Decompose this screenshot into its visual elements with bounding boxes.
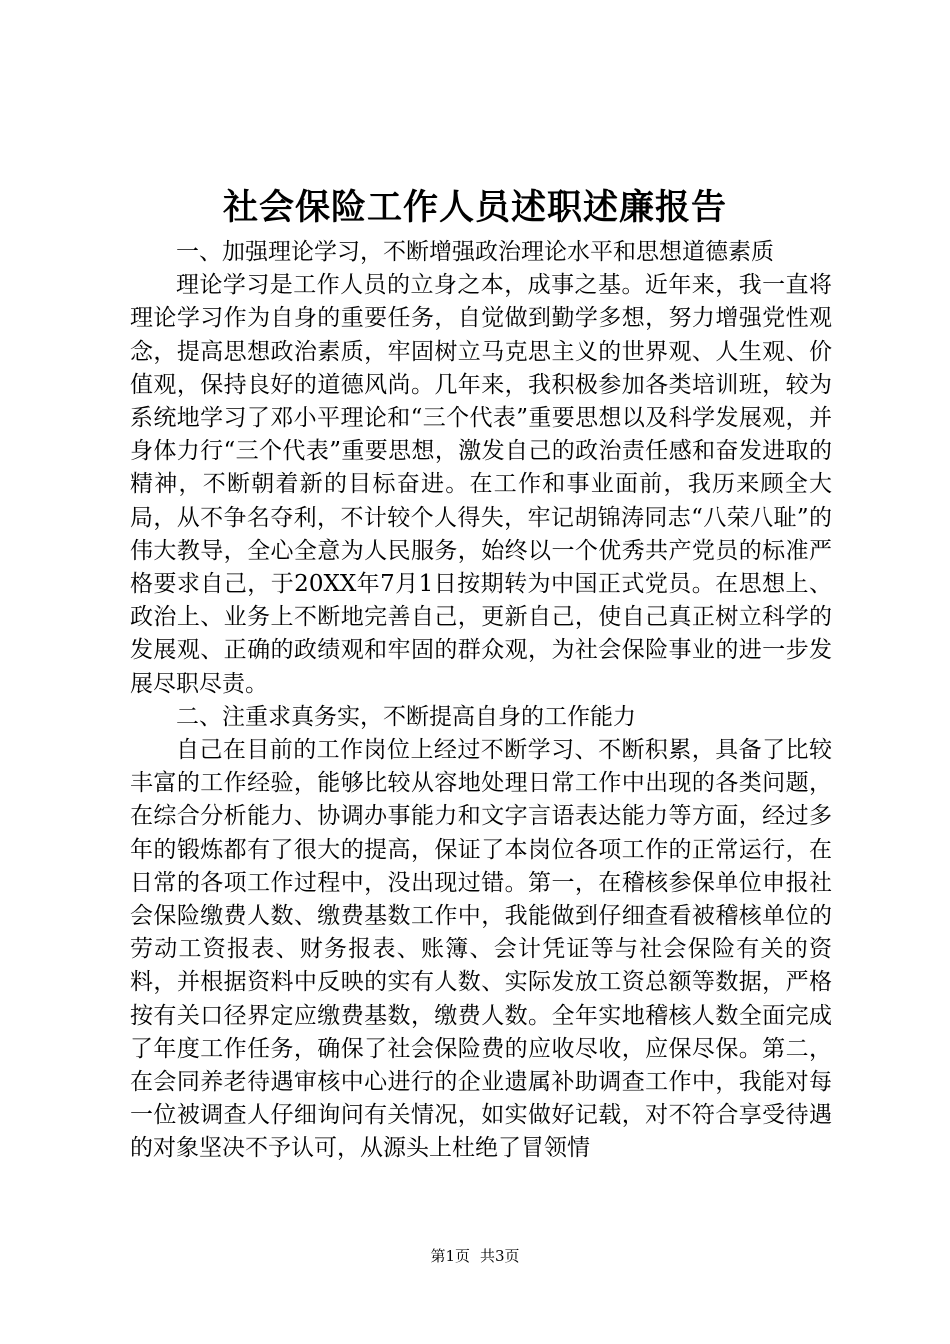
page-number: 第1页 — [430, 1247, 470, 1265]
section-heading-2: 二、注重求真务实，不断提高自身的工作能力 — [176, 703, 636, 730]
section-heading-1: 一、加强理论学习，不断增强政治理论水平和思想道德素质 — [176, 239, 774, 265]
page-total: 共3页 — [480, 1247, 520, 1265]
document-title: 社会保险工作人员述职述廉报告 — [222, 187, 727, 228]
page-footer — [0, 1246, 950, 1266]
body-paragraph-1: 理论学习是工作人员的立身之本，成事之基。近年来，我一直将理论学习作为自身的重要任务，自觉做到勤学多想，努力增强党性观念，提高思想政治素质，牢固树立马克思主义的世界观、人生观、价值观，保持良好的道德风尚。几年来，我积极参加各类培训班，较为系统地学习了邓小平理论和“三个代表”重要思想以及科学发展观，并身体力行“三个代表”重要思想，激发自己的政治责任感和奋发进取的精神，不断朝着新的目标奋进。在工作和事业面前，我历来顾全大局，从不争名夺利，不计较个人得失，牢记胡锦涛同志“八荣八耻”的伟大教导，全心全意为人民服务，始终以一个优秀共产党员的标准严格要求自己，于20XX年7月1日按期转为中国正式党员。在思想上、政治上、业务上不断地完善自己，更新自己，使自己真正树立科学的发展观、正确的政绩观和牢固的群众观，为社会保险事业的进一步发展尽职尽责。 — [130, 272, 832, 697]
body-paragraph-2: 自己在目前的工作岗位上经过不断学习、不断积累，具备了比较丰富的工作经验，能够比较从容地处理日常工作中出现的各类问题，在综合分析能力、协调办事能力和文字言语表达能力等方面，经过多年的锻炼都有了很大的提高，保证了本岗位各项工作的正常运行，在日常的各项工作过程中，没出现过错。第一，在稽核参保单位申报社会保险缴费人数、缴费基数工作中，我能做到仔细查看被稽核单位的劳动工资报表、财务报表、账簿、会计凭证等与社会保险有关的资料，并根据资料中反映的实有人数、实际发放工资总额等数据，严格按有关口径界定应缴费基数，缴费人数。全年实地稽核人数全面完成了年度工作任务，确保了社会保险费的应收尽收，应保尽保。第二，在会同养老待遇审核中心进行的企业遗属补助调查工作中，我能对每一位被调查人仔细询问有关情况，如实做好记载，对不符合享受待遇的对象坚决不予认可，从源头上杜绝了冒领情 — [130, 737, 832, 1162]
document-body — [130, 236, 832, 1166]
